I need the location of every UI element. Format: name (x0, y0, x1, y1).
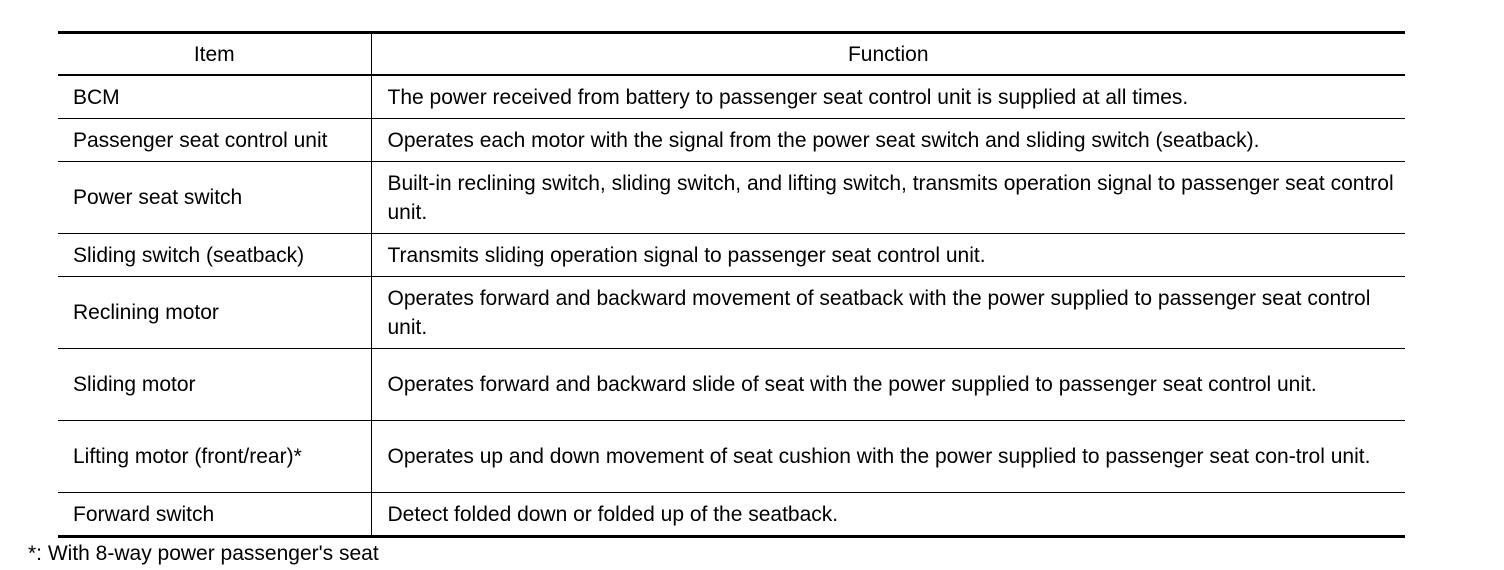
column-header-function: Function (371, 33, 1405, 76)
table-row (58, 162, 1405, 234)
table-row (58, 277, 1405, 349)
function-cell: Operates up and down movement of seat cushion with the power supplied to passenger seat con-trol unit. (371, 421, 1405, 493)
function-cell: Built-in reclining switch, sliding switch, and lifting switch, transmits operation signal to passenger seat control unit. (371, 162, 1405, 234)
table-row (58, 349, 1405, 421)
table-header (58, 33, 1405, 76)
header-row (58, 33, 1405, 76)
function-cell: The power received from battery to passenger seat control unit is supplied at all times. (371, 75, 1405, 119)
table-row (58, 75, 1405, 119)
table-row (58, 421, 1405, 493)
table-row (58, 493, 1405, 537)
function-cell: Transmits sliding operation signal to passenger seat control unit. (371, 234, 1405, 277)
function-cell: Operates forward and backward slide of seat with the power supplied to passenger seat control unit. (371, 349, 1405, 421)
item-cell: Lifting motor (front/rear)* (58, 421, 371, 493)
item-cell: Passenger seat control unit (58, 119, 371, 162)
function-cell: Detect folded down or folded up of the seatback. (371, 493, 1405, 537)
item-cell: Sliding motor (58, 349, 371, 421)
function-table (58, 31, 1405, 538)
function-cell: Operates each motor with the signal from the power seat switch and sliding switch (seatback). (371, 119, 1405, 162)
table-body (58, 75, 1405, 537)
function-cell: Operates forward and backward movement of seatback with the power supplied to passenger seat control unit. (371, 277, 1405, 349)
item-cell: BCM (58, 75, 371, 119)
item-cell: Forward switch (58, 493, 371, 537)
footnote: *: With 8-way power passenger's seat (28, 542, 379, 565)
item-cell: Power seat switch (58, 162, 371, 234)
table-row (58, 234, 1405, 277)
item-cell: Sliding switch (seatback) (58, 234, 371, 277)
item-cell: Reclining motor (58, 277, 371, 349)
table-row (58, 119, 1405, 162)
column-header-item: Item (58, 33, 371, 76)
